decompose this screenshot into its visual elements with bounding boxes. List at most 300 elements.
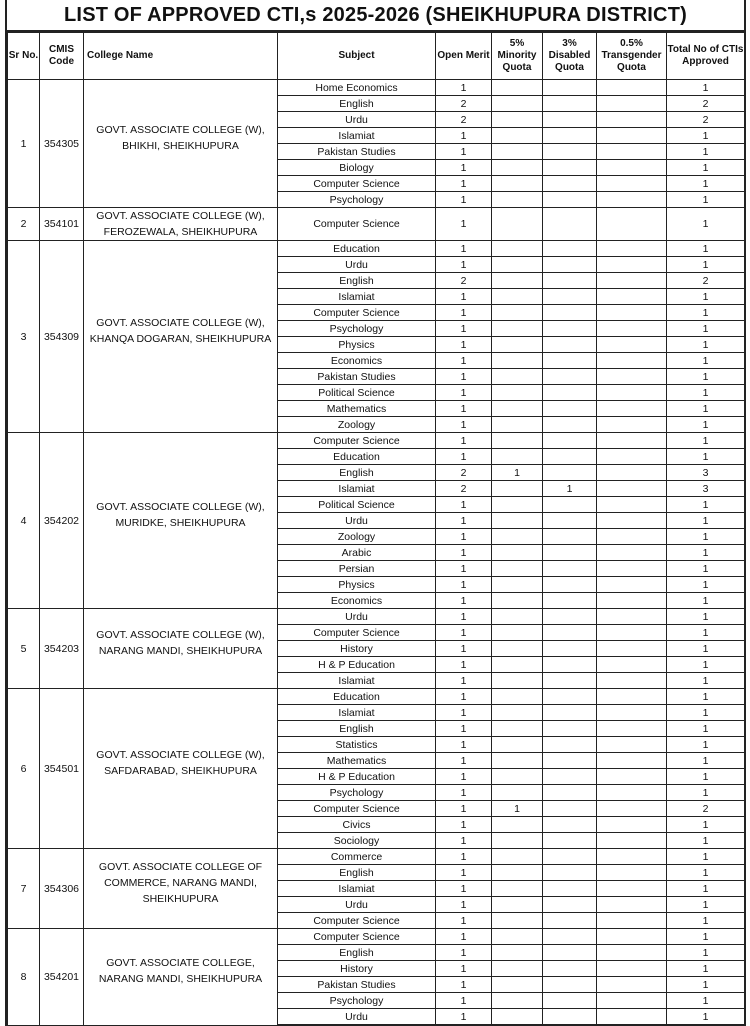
minority-quota-cell: [492, 96, 543, 112]
college-name-cell: [84, 80, 278, 208]
total-ctis-cell: 1: [667, 849, 745, 865]
open-merit-cell: 1: [436, 529, 492, 545]
open-merit-cell: 1: [436, 80, 492, 96]
subject-cell: H & P Education: [278, 769, 436, 785]
open-merit-cell: 1: [436, 257, 492, 273]
cmis-code-cell: 354501: [40, 689, 84, 849]
minority-quota-cell: [492, 705, 543, 721]
subject-cell: Computer Science: [278, 433, 436, 449]
total-ctis-cell: 1: [667, 641, 745, 657]
table-body: [8, 80, 745, 1026]
minority-quota-cell: 1: [492, 465, 543, 481]
disabled-quota-cell: [543, 625, 597, 641]
subject-cell: English: [278, 96, 436, 112]
minority-quota-cell: [492, 369, 543, 385]
open-merit-cell: 1: [436, 401, 492, 417]
total-ctis-cell: 1: [667, 753, 745, 769]
transgender-quota-cell: [597, 385, 667, 401]
cmis-code-cell: 354202: [40, 433, 84, 609]
subject-cell: Urdu: [278, 1009, 436, 1026]
minority-quota-cell: [492, 897, 543, 913]
open-merit-cell: 1: [436, 849, 492, 865]
subject-cell: Zoology: [278, 417, 436, 433]
open-merit-cell: 1: [436, 705, 492, 721]
total-ctis-cell: 1: [667, 321, 745, 337]
transgender-quota-cell: [597, 657, 667, 673]
transgender-quota-cell: [597, 433, 667, 449]
total-ctis-cell: 1: [667, 497, 745, 513]
minority-quota-cell: [492, 689, 543, 705]
subject-cell: English: [278, 865, 436, 881]
minority-quota-cell: [492, 753, 543, 769]
open-merit-cell: 1: [436, 929, 492, 945]
disabled-quota-cell: [543, 593, 597, 609]
minority-quota-cell: [492, 609, 543, 625]
disabled-quota-cell: [543, 529, 597, 545]
open-merit-cell: 1: [436, 801, 492, 817]
subject-cell: Psychology: [278, 321, 436, 337]
total-ctis-cell: 1: [667, 673, 745, 689]
header-transgender-quota: 0.5% Transgender Quota: [597, 33, 667, 80]
minority-quota-cell: [492, 513, 543, 529]
total-ctis-cell: 2: [667, 96, 745, 112]
open-merit-cell: 1: [436, 497, 492, 513]
total-ctis-cell: 1: [667, 449, 745, 465]
total-ctis-cell: 1: [667, 241, 745, 257]
page-title: LIST OF APPROVED CTI,s 2025-2026 (SHEIKHUPURA DISTRICT): [7, 0, 744, 32]
college-name-cell: [84, 849, 278, 929]
open-merit-cell: 1: [436, 817, 492, 833]
open-merit-cell: 1: [436, 657, 492, 673]
college-name-cell: [84, 689, 278, 849]
total-ctis-cell: 1: [667, 961, 745, 977]
subject-cell: Mathematics: [278, 753, 436, 769]
subject-cell: Computer Science: [278, 929, 436, 945]
transgender-quota-cell: [597, 817, 667, 833]
subject-cell: Mathematics: [278, 401, 436, 417]
transgender-quota-cell: [597, 705, 667, 721]
total-ctis-cell: 1: [667, 80, 745, 96]
transgender-quota-cell: [597, 208, 667, 241]
transgender-quota-cell: [597, 192, 667, 208]
minority-quota-cell: [492, 561, 543, 577]
subject-cell: Commerce: [278, 849, 436, 865]
open-merit-cell: 1: [436, 144, 492, 160]
header-row: [8, 33, 745, 80]
open-merit-cell: 1: [436, 433, 492, 449]
transgender-quota-cell: [597, 977, 667, 993]
transgender-quota-cell: [597, 417, 667, 433]
subject-cell: Civics: [278, 817, 436, 833]
disabled-quota-cell: [543, 609, 597, 625]
transgender-quota-cell: [597, 273, 667, 289]
minority-quota-cell: [492, 321, 543, 337]
open-merit-cell: 1: [436, 625, 492, 641]
minority-quota-cell: [492, 144, 543, 160]
total-ctis-cell: 1: [667, 545, 745, 561]
disabled-quota-cell: [543, 577, 597, 593]
transgender-quota-cell: [597, 497, 667, 513]
college-name-cell: [84, 609, 278, 689]
open-merit-cell: 1: [436, 353, 492, 369]
open-merit-cell: 1: [436, 785, 492, 801]
subject-cell: Zoology: [278, 529, 436, 545]
minority-quota-cell: [492, 929, 543, 945]
total-ctis-cell: 1: [667, 913, 745, 929]
open-merit-cell: 1: [436, 561, 492, 577]
table-row: [8, 609, 745, 625]
college-name: GOVT. ASSOCIATE COLLEGE (W), FEROZEWALA, SHEIKHUPURA: [96, 210, 265, 238]
total-ctis-cell: 1: [667, 993, 745, 1009]
transgender-quota-cell: [597, 961, 667, 977]
transgender-quota-cell: [597, 673, 667, 689]
minority-quota-cell: [492, 192, 543, 208]
disabled-quota-cell: [543, 289, 597, 305]
transgender-quota-cell: [597, 241, 667, 257]
disabled-quota-cell: [543, 369, 597, 385]
transgender-quota-cell: [597, 769, 667, 785]
subject-cell: Urdu: [278, 513, 436, 529]
total-ctis-cell: 2: [667, 112, 745, 128]
minority-quota-cell: [492, 737, 543, 753]
transgender-quota-cell: [597, 929, 667, 945]
disabled-quota-cell: 1: [543, 481, 597, 497]
minority-quota-cell: [492, 577, 543, 593]
open-merit-cell: 1: [436, 321, 492, 337]
table-row: [8, 433, 745, 449]
transgender-quota-cell: [597, 289, 667, 305]
disabled-quota-cell: [543, 673, 597, 689]
subject-cell: Political Science: [278, 385, 436, 401]
open-merit-cell: 1: [436, 176, 492, 192]
subject-cell: English: [278, 273, 436, 289]
open-merit-cell: 1: [436, 689, 492, 705]
open-merit-cell: 1: [436, 977, 492, 993]
table-row: [8, 689, 745, 705]
disabled-quota-cell: [543, 465, 597, 481]
disabled-quota-cell: [543, 80, 597, 96]
transgender-quota-cell: [597, 945, 667, 961]
total-ctis-cell: 1: [667, 657, 745, 673]
subject-cell: Psychology: [278, 785, 436, 801]
minority-quota-cell: [492, 273, 543, 289]
transgender-quota-cell: [597, 801, 667, 817]
open-merit-cell: 1: [436, 1009, 492, 1026]
college-name-cell: [84, 241, 278, 433]
minority-quota-cell: [492, 913, 543, 929]
total-ctis-cell: 1: [667, 769, 745, 785]
college-name-cell: [84, 929, 278, 1026]
open-merit-cell: 1: [436, 641, 492, 657]
disabled-quota-cell: [543, 657, 597, 673]
disabled-quota-cell: [543, 321, 597, 337]
open-merit-cell: 1: [436, 945, 492, 961]
open-merit-cell: 1: [436, 913, 492, 929]
subject-cell: Physics: [278, 577, 436, 593]
disabled-quota-cell: [543, 833, 597, 849]
disabled-quota-cell: [543, 497, 597, 513]
subject-cell: English: [278, 945, 436, 961]
minority-quota-cell: [492, 817, 543, 833]
total-ctis-cell: 1: [667, 353, 745, 369]
subject-cell: H & P Education: [278, 657, 436, 673]
disabled-quota-cell: [543, 865, 597, 881]
disabled-quota-cell: [543, 112, 597, 128]
transgender-quota-cell: [597, 609, 667, 625]
total-ctis-cell: 1: [667, 977, 745, 993]
minority-quota-cell: [492, 833, 543, 849]
minority-quota-cell: 1: [492, 801, 543, 817]
sr-no-cell: 5: [8, 609, 40, 689]
total-ctis-cell: 1: [667, 289, 745, 305]
disabled-quota-cell: [543, 545, 597, 561]
total-ctis-cell: 1: [667, 192, 745, 208]
minority-quota-cell: [492, 337, 543, 353]
minority-quota-cell: [492, 993, 543, 1009]
subject-cell: Computer Science: [278, 176, 436, 192]
subject-cell: Islamiat: [278, 481, 436, 497]
disabled-quota-cell: [543, 817, 597, 833]
disabled-quota-cell: [543, 96, 597, 112]
subject-cell: Computer Science: [278, 305, 436, 321]
disabled-quota-cell: [543, 160, 597, 176]
college-name: GOVT. ASSOCIATE COLLEGE (W), BHIKHI, SHEIKHUPURA: [96, 123, 265, 152]
disabled-quota-cell: [543, 305, 597, 321]
subject-cell: Education: [278, 241, 436, 257]
disabled-quota-cell: [543, 785, 597, 801]
minority-quota-cell: [492, 128, 543, 144]
sr-no-cell: 1: [8, 80, 40, 208]
subject-cell: Economics: [278, 593, 436, 609]
disabled-quota-cell: [543, 945, 597, 961]
disabled-quota-cell: [543, 881, 597, 897]
total-ctis-cell: 1: [667, 865, 745, 881]
total-ctis-cell: 1: [667, 897, 745, 913]
subject-cell: Home Economics: [278, 80, 436, 96]
college-name: GOVT. ASSOCIATE COLLEGE (W), SAFDARABAD, SHEIKHUPURA: [96, 748, 265, 777]
minority-quota-cell: [492, 257, 543, 273]
open-merit-cell: 2: [436, 465, 492, 481]
college-name: GOVT. ASSOCIATE COLLEGE, NARANG MANDI, SHEIKHUPURA: [98, 956, 263, 985]
disabled-quota-cell: [543, 353, 597, 369]
subject-cell: Biology: [278, 160, 436, 176]
subject-cell: Islamiat: [278, 881, 436, 897]
subject-cell: Political Science: [278, 497, 436, 513]
open-merit-cell: 1: [436, 208, 492, 241]
subject-cell: Computer Science: [278, 801, 436, 817]
cmis-code-cell: 354306: [40, 849, 84, 929]
transgender-quota-cell: [597, 96, 667, 112]
minority-quota-cell: [492, 449, 543, 465]
total-ctis-cell: 1: [667, 433, 745, 449]
header-sr-no: Sr No.: [8, 33, 40, 80]
total-ctis-cell: 2: [667, 273, 745, 289]
open-merit-cell: 1: [436, 769, 492, 785]
transgender-quota-cell: [597, 577, 667, 593]
open-merit-cell: 1: [436, 305, 492, 321]
transgender-quota-cell: [597, 176, 667, 192]
total-ctis-cell: 1: [667, 785, 745, 801]
minority-quota-cell: [492, 160, 543, 176]
subject-cell: English: [278, 721, 436, 737]
subject-cell: Islamiat: [278, 705, 436, 721]
open-merit-cell: 1: [436, 369, 492, 385]
total-ctis-cell: 1: [667, 721, 745, 737]
transgender-quota-cell: [597, 721, 667, 737]
sr-no-cell: 2: [8, 208, 40, 241]
college-name: GOVT. ASSOCIATE COLLEGE (W), NARANG MANDI, SHEIKHUPURA: [96, 628, 265, 657]
disabled-quota-cell: [543, 977, 597, 993]
disabled-quota-cell: [543, 385, 597, 401]
transgender-quota-cell: [597, 545, 667, 561]
header-disabled-quota: 3% Disabled Quota: [543, 33, 597, 80]
disabled-quota-cell: [543, 769, 597, 785]
open-merit-cell: 1: [436, 545, 492, 561]
disabled-quota-cell: [543, 801, 597, 817]
transgender-quota-cell: [597, 353, 667, 369]
disabled-quota-cell: [543, 401, 597, 417]
total-ctis-cell: 1: [667, 929, 745, 945]
total-ctis-cell: 1: [667, 176, 745, 192]
open-merit-cell: 1: [436, 721, 492, 737]
total-ctis-cell: 1: [667, 337, 745, 353]
open-merit-cell: 1: [436, 993, 492, 1009]
total-ctis-cell: 1: [667, 128, 745, 144]
transgender-quota-cell: [597, 881, 667, 897]
minority-quota-cell: [492, 401, 543, 417]
transgender-quota-cell: [597, 593, 667, 609]
minority-quota-cell: [492, 545, 543, 561]
college-name: GOVT. ASSOCIATE COLLEGE (W), MURIDKE, SHEIKHUPURA: [96, 500, 265, 529]
cmis-code-cell: 354101: [40, 208, 84, 241]
sr-no-cell: 6: [8, 689, 40, 849]
total-ctis-cell: 1: [667, 417, 745, 433]
subject-cell: Persian: [278, 561, 436, 577]
subject-cell: History: [278, 641, 436, 657]
transgender-quota-cell: [597, 160, 667, 176]
open-merit-cell: 1: [436, 737, 492, 753]
minority-quota-cell: [492, 385, 543, 401]
subject-cell: Education: [278, 689, 436, 705]
subject-cell: English: [278, 465, 436, 481]
transgender-quota-cell: [597, 80, 667, 96]
approved-cti-list: [5, 0, 746, 1026]
subject-cell: Urdu: [278, 112, 436, 128]
subject-cell: Physics: [278, 337, 436, 353]
total-ctis-cell: 1: [667, 257, 745, 273]
subject-cell: Economics: [278, 353, 436, 369]
total-ctis-cell: 1: [667, 705, 745, 721]
transgender-quota-cell: [597, 321, 667, 337]
college-name: GOVT. ASSOCIATE COLLEGE (W), KHANQA DOGARAN, SHEIKHUPURA: [89, 316, 272, 345]
subject-cell: Computer Science: [278, 208, 436, 241]
total-ctis-cell: 1: [667, 689, 745, 705]
open-merit-cell: 1: [436, 753, 492, 769]
sr-no-cell: 8: [8, 929, 40, 1026]
cti-table: [7, 32, 745, 1026]
minority-quota-cell: [492, 529, 543, 545]
open-merit-cell: 2: [436, 481, 492, 497]
subject-cell: Computer Science: [278, 913, 436, 929]
minority-quota-cell: [492, 769, 543, 785]
total-ctis-cell: 1: [667, 817, 745, 833]
transgender-quota-cell: [597, 625, 667, 641]
total-ctis-cell: 1: [667, 208, 745, 241]
disabled-quota-cell: [543, 1009, 597, 1026]
total-ctis-cell: 1: [667, 1009, 745, 1026]
open-merit-cell: 1: [436, 128, 492, 144]
subject-cell: Arabic: [278, 545, 436, 561]
subject-cell: Pakistan Studies: [278, 369, 436, 385]
open-merit-cell: 2: [436, 112, 492, 128]
disabled-quota-cell: [543, 192, 597, 208]
open-merit-cell: 1: [436, 337, 492, 353]
transgender-quota-cell: [597, 785, 667, 801]
cmis-code-cell: 354203: [40, 609, 84, 689]
total-ctis-cell: 1: [667, 577, 745, 593]
transgender-quota-cell: [597, 529, 667, 545]
disabled-quota-cell: [543, 273, 597, 289]
minority-quota-cell: [492, 208, 543, 241]
minority-quota-cell: [492, 865, 543, 881]
transgender-quota-cell: [597, 849, 667, 865]
disabled-quota-cell: [543, 913, 597, 929]
total-ctis-cell: 1: [667, 385, 745, 401]
transgender-quota-cell: [597, 112, 667, 128]
total-ctis-cell: 1: [667, 144, 745, 160]
transgender-quota-cell: [597, 337, 667, 353]
disabled-quota-cell: [543, 208, 597, 241]
total-ctis-cell: 1: [667, 561, 745, 577]
college-name: GOVT. ASSOCIATE COLLEGE OF COMMERCE, NARANG MANDI, SHEIKHUPURA: [98, 860, 263, 905]
subject-cell: Psychology: [278, 192, 436, 208]
disabled-quota-cell: [543, 849, 597, 865]
minority-quota-cell: [492, 849, 543, 865]
transgender-quota-cell: [597, 993, 667, 1009]
open-merit-cell: 1: [436, 289, 492, 305]
open-merit-cell: 1: [436, 513, 492, 529]
transgender-quota-cell: [597, 753, 667, 769]
subject-cell: Urdu: [278, 897, 436, 913]
minority-quota-cell: [492, 481, 543, 497]
disabled-quota-cell: [543, 705, 597, 721]
header-cmis-code: CMIS Code: [40, 33, 84, 80]
sr-no-cell: 4: [8, 433, 40, 609]
disabled-quota-cell: [543, 241, 597, 257]
header-college-name: College Name: [84, 33, 278, 80]
minority-quota-cell: [492, 657, 543, 673]
minority-quota-cell: [492, 112, 543, 128]
transgender-quota-cell: [597, 1009, 667, 1026]
open-merit-cell: 1: [436, 673, 492, 689]
college-name-cell: [84, 208, 278, 241]
total-ctis-cell: 1: [667, 881, 745, 897]
disabled-quota-cell: [543, 689, 597, 705]
total-ctis-cell: 1: [667, 737, 745, 753]
total-ctis-cell: 3: [667, 481, 745, 497]
minority-quota-cell: [492, 433, 543, 449]
disabled-quota-cell: [543, 176, 597, 192]
header-subject: Subject: [278, 33, 436, 80]
minority-quota-cell: [492, 593, 543, 609]
total-ctis-cell: 1: [667, 160, 745, 176]
transgender-quota-cell: [597, 513, 667, 529]
table-row: [8, 80, 745, 96]
transgender-quota-cell: [597, 833, 667, 849]
transgender-quota-cell: [597, 481, 667, 497]
open-merit-cell: 1: [436, 833, 492, 849]
subject-cell: Pakistan Studies: [278, 144, 436, 160]
